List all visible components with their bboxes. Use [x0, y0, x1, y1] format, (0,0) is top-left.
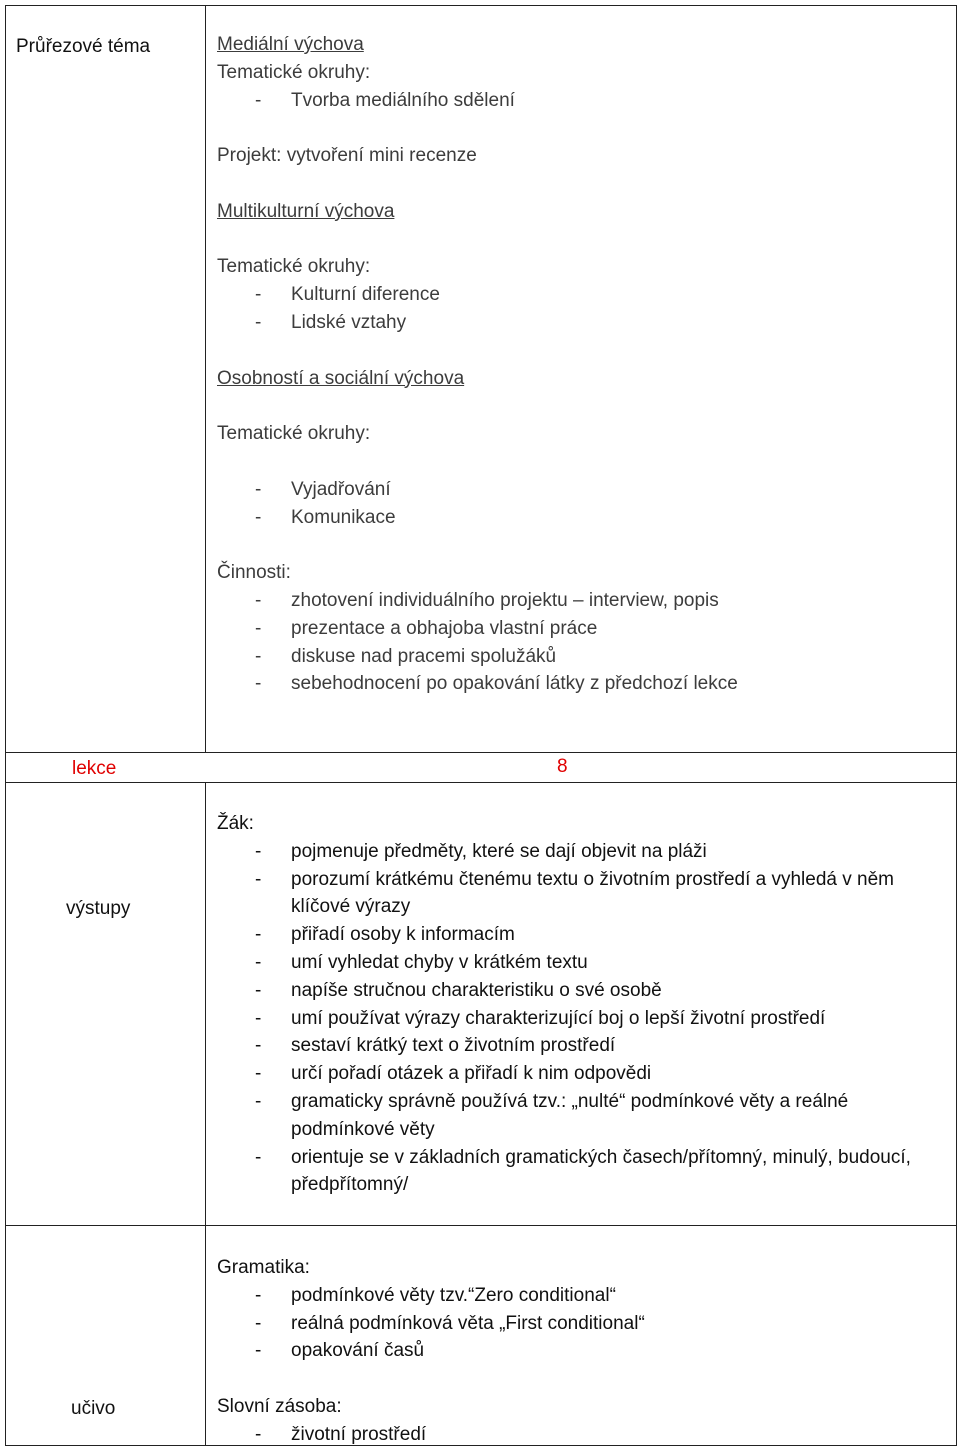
list-item: - orientuje se v základních gramatických časech/přítomný, minulý, budoucí, předpřítomný/: [217, 1144, 917, 1200]
multicultural-subheading: Tematické okruhy:: [217, 256, 371, 278]
list-item: - umí vyhledat chyby v krátkém textu: [217, 949, 917, 977]
list-item: - zhotovení individuálního projektu – interview, popis: [217, 587, 738, 615]
list-item: - Komunikace: [217, 504, 738, 532]
grammar-heading: Gramatika:: [217, 1257, 310, 1278]
list-item: - opakování časů: [217, 1337, 917, 1365]
media-heading: Mediální výchova: [217, 34, 364, 55]
column-divider-1: [205, 5, 206, 753]
list-item: - pojmenuje předměty, které se dají objevit na pláži: [217, 838, 917, 866]
list-item: - umí používat výrazy charakterizující boj o lepší životní prostředí: [217, 1005, 917, 1033]
list-item: - přiřadí osoby k informacím: [217, 921, 917, 949]
lesson-number: 8: [557, 756, 568, 777]
list-item: - Tvorba mediálního sdělení: [217, 87, 738, 115]
personal-heading: Osobností a sociální výchova: [217, 367, 465, 389]
list-item: - Lidské vztahy: [217, 309, 738, 337]
list-item: - určí pořadí otázek a přiřadí k nim odpovědi: [217, 1060, 917, 1088]
list-item: - prezentace a obhajoba vlastní práce: [217, 615, 738, 643]
outputs-content: [217, 810, 917, 1199]
activities-heading: Činnosti:: [217, 562, 291, 584]
lesson-label: lekce: [72, 758, 117, 779]
column-divider-2: [205, 783, 206, 1446]
multicultural-heading: Multikulturní výchova: [217, 200, 395, 222]
list-item: - Vyjadřování: [217, 476, 738, 504]
media-project: Projekt: vytvoření mini recenze: [217, 145, 477, 167]
row-divider-1: [5, 752, 957, 753]
list-item: - gramaticky správně používá tzv.: „nulté“ podmínkové věty a reálné podmínkové věty: [217, 1088, 917, 1144]
row-divider-2: [5, 782, 957, 783]
list-item: - životní prostředí: [217, 1421, 917, 1449]
list-item: - diskuse nad pracemi spolužáků: [217, 643, 738, 671]
personal-subheading: Tematické okruhy:: [217, 423, 371, 445]
list-item: - Kulturní diference: [217, 281, 738, 309]
media-subheading: Tematické okruhy:: [217, 61, 371, 83]
list-item: - napíše stručnou charakteristiku o své osobě: [217, 977, 917, 1005]
outputs-heading: Žák:: [217, 813, 254, 834]
curriculum-content: [217, 1254, 917, 1449]
cross-curricular-label: Průřezové téma: [16, 36, 151, 57]
list-item: - sestaví krátký text o životním prostředí: [217, 1032, 917, 1060]
list-item: - reálná podmínková věta „First conditional“: [217, 1310, 917, 1338]
vocabulary-heading: Slovní zásoba:: [217, 1395, 342, 1417]
curriculum-label: učivo: [71, 1398, 116, 1419]
list-item: - porozumí krátkému čtenému textu o životním prostředí a vyhledá v něm klíčové výrazy: [217, 866, 917, 922]
row-divider-3: [5, 1225, 957, 1226]
list-item: - sebehodnocení po opakování látky z předchozí lekce: [217, 670, 738, 698]
list-item: - podmínkové věty tzv.“Zero conditional“: [217, 1282, 917, 1310]
cross-curricular-content: [217, 31, 738, 698]
outputs-label: výstupy: [66, 898, 131, 919]
